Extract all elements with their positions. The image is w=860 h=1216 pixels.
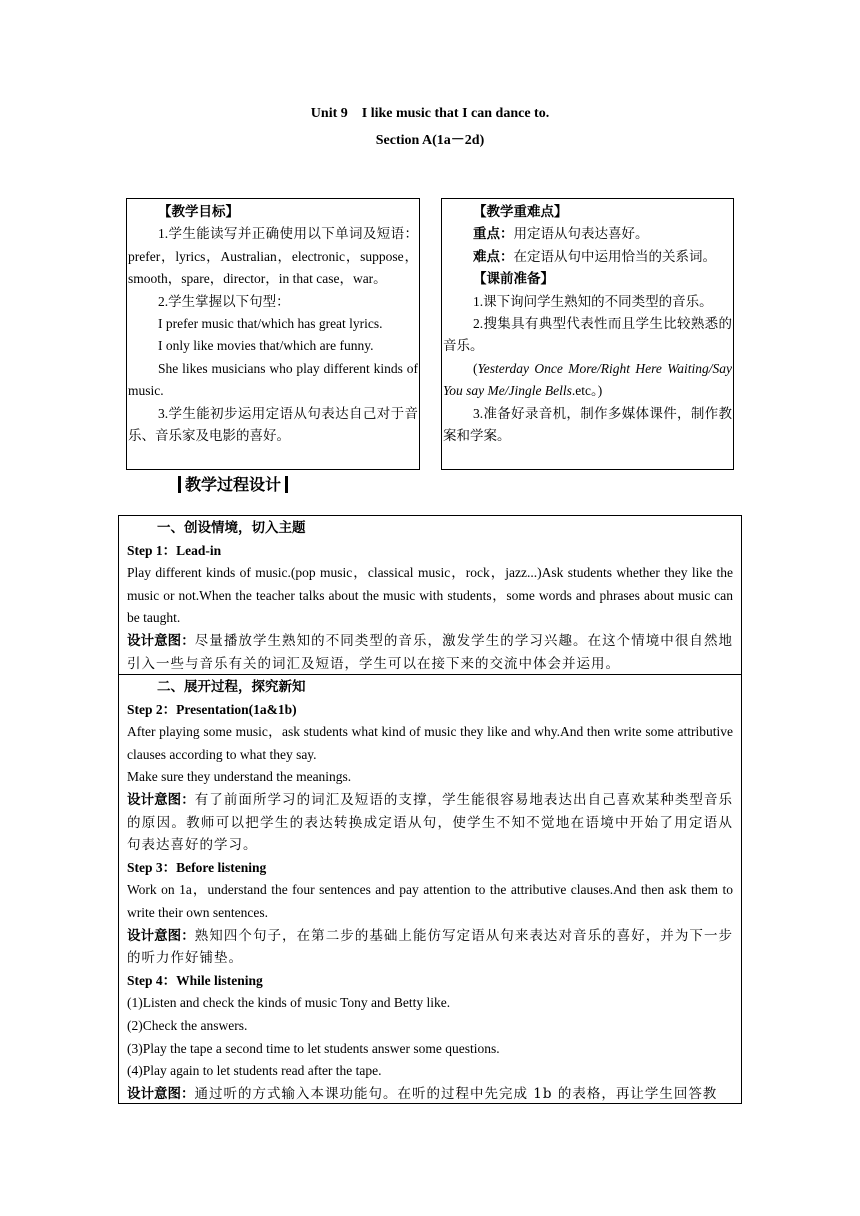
step-3-text: Work on 1a，understand the four sentences and pay attention to the attributive clauses.And then ask them to write their own sentences. xyxy=(127,882,733,920)
objectives-box xyxy=(126,198,420,470)
section-1 xyxy=(119,516,741,675)
design-text: 通过听的方式输入本课功能句。在听的过程中先完成 1b 的表格，再让学生回答教 xyxy=(194,1085,718,1102)
objectives-heading: 【教学目标】 xyxy=(158,204,239,219)
title-bar-right xyxy=(285,476,288,493)
design-text: 有了前面所学习的词汇及短语的支撑，学生能很容易地表达出自己喜欢某种类型音乐的原因。教师可以把学生的表达转换成定语从句，使学生不知不觉地在语境中开始了用定语从句表达喜好的学习。 xyxy=(127,791,734,854)
design-intent-2 xyxy=(127,789,733,857)
section-2 xyxy=(119,675,741,1104)
step-4-item: (1)Listen and check the kinds of music Tony and Betty like. xyxy=(127,995,451,1011)
song-list-etc: .etc。) xyxy=(571,383,603,399)
prep-item-2: 2.搜集具有典型代表性而且学生比较熟悉的音乐。 xyxy=(443,316,732,354)
step-4-item: (2)Check the answers. xyxy=(127,1017,248,1033)
prep-item-3: 3.准备好录音机，制作多媒体课件，制作教案和学案。 xyxy=(443,405,732,444)
target-sentence-1: I prefer music that/which has great lyrics. xyxy=(158,316,383,332)
difficulty-label: 难点： xyxy=(473,248,514,264)
song-titles: Yesterday Once More/Right Here Waiting/Say You say Me/Jingle Bells xyxy=(443,360,732,399)
difficulty-text: 在定语从句中运用恰当的关系词。 xyxy=(513,248,716,264)
focus-label: 重点： xyxy=(473,226,514,242)
step-1-text: Play different kinds of music.(pop music，classical music，rock，jazz...)Ask students whether they like the music or not.When the teacher talks about the music with students，some words and phrases about music can be taught. xyxy=(127,565,733,626)
song-list: (Yesterday Once More/Right Here Waiting/Say You say Me/Jingle Bells.etc。) xyxy=(443,360,732,399)
step-4-item: (4)Play again to let students read after the tape. xyxy=(127,1063,382,1079)
step-2-note: Make sure they understand the meanings. xyxy=(127,769,352,785)
design-intent-1 xyxy=(127,630,733,675)
focus-line xyxy=(443,223,732,245)
section-2-heading: 二、展开过程，探究新知 xyxy=(157,679,306,694)
title-bar-left xyxy=(178,476,181,493)
step-2-text: After playing some music，ask students what kind of music they like and why.And then write some attributive clauses according to what they say. xyxy=(127,724,733,762)
design-label: 设计意图： xyxy=(127,791,195,807)
prep-heading: 【课前准备】 xyxy=(473,271,554,287)
step-4-item: (3)Play the tape a second time to let students answer some questions. xyxy=(127,1040,500,1056)
target-sentence-2: I only like movies that/which are funny. xyxy=(158,338,374,354)
keypoints-box xyxy=(441,198,734,470)
prep-item-1: 1.课下询问学生熟知的不同类型的音乐。 xyxy=(473,293,713,309)
step-3-heading: Step 3：Before listening xyxy=(127,859,267,875)
design-label: 设计意图： xyxy=(127,927,195,943)
keypoints-heading: 【教学重难点】 xyxy=(473,204,568,219)
step-1-heading: Step 1：Lead-in xyxy=(127,542,222,558)
objective-item-2: 2.学生掌握以下句型： xyxy=(158,293,290,309)
design-intent-4 xyxy=(127,1083,733,1104)
step-2-heading: Step 2：Presentation(1a&1b) xyxy=(127,701,297,717)
step-4-heading: Step 4：While listening xyxy=(127,972,263,988)
unit-title: Unit 9 I like music that I can dance to. xyxy=(310,106,550,121)
focus-text: 用定语从句表达喜好。 xyxy=(513,226,649,242)
objective-item-1: 1.学生能读写并正确使用以下单词及短语：prefer，lyrics，Australian，electronic，suppose，smooth，spare，director，in that case，war。 xyxy=(128,226,418,287)
difficulty-line xyxy=(443,246,732,268)
process-table xyxy=(118,515,742,1104)
objective-item-3: 3.学生能初步运用定语从句表达自己对于音乐、音乐家及电影的喜好。 xyxy=(128,405,418,444)
section-1-heading: 一、创设情境，切入主题 xyxy=(157,520,306,535)
design-text: 熟知四个句子，在第二步的基础上能仿写定语从句来表达对音乐的喜好，并为下一步的听力作好铺垫。 xyxy=(127,927,734,967)
design-label: 设计意图： xyxy=(127,632,195,648)
design-label: 设计意图： xyxy=(127,1085,195,1101)
target-sentence-3: She likes musicians who play different kinds of music. xyxy=(128,360,418,399)
process-design-title xyxy=(174,472,292,495)
process-title-text: 教学过程设计 xyxy=(185,477,282,494)
section-title: Section A(1a－2d) xyxy=(375,133,485,148)
design-intent-3 xyxy=(127,925,733,970)
design-text: 尽量播放学生熟知的不同类型的音乐，激发学生的学习兴趣。在这个情境中很自然地引入一些与音乐有关的词汇及短语，学生可以在接下来的交流中体会并运用。 xyxy=(127,632,734,672)
